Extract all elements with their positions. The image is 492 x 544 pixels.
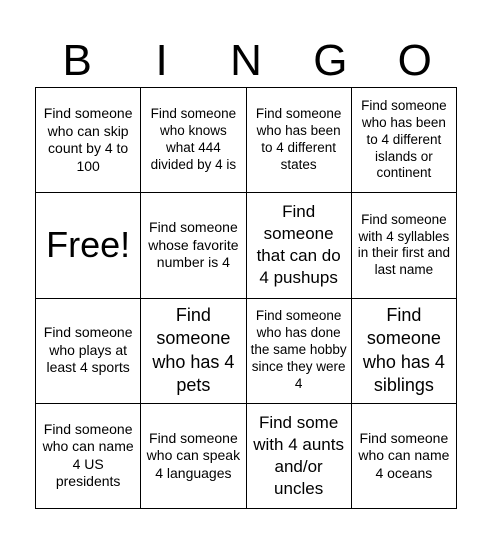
bingo-card bbox=[35, 87, 457, 509]
bingo-cell[interactable] bbox=[247, 299, 352, 404]
bingo-cell[interactable] bbox=[247, 404, 352, 509]
bingo-cell[interactable] bbox=[352, 299, 457, 404]
cell-text: Find someone who has done the same hobby since they were 4 bbox=[250, 308, 347, 391]
bingo-cell[interactable] bbox=[141, 88, 246, 193]
header-letter-i: I bbox=[155, 36, 168, 85]
bingo-cell[interactable] bbox=[352, 88, 457, 193]
cell-text: Find someone who plays at least 4 sports bbox=[43, 324, 133, 376]
bingo-cell[interactable] bbox=[247, 193, 352, 298]
bingo-cell[interactable] bbox=[247, 88, 352, 193]
cell-text: Find someone who can skip count by 4 to 100 bbox=[43, 105, 133, 174]
header-letter-b: B bbox=[62, 36, 92, 85]
bingo-cell[interactable] bbox=[36, 404, 141, 509]
cell-text: Find someone who can speak 4 languages bbox=[146, 429, 241, 481]
cell-text: Find someone who knows what 444 divided by 4 is bbox=[150, 106, 237, 172]
cell-text: Find some with 4 aunts and/or uncles bbox=[253, 412, 344, 498]
bingo-cell[interactable] bbox=[141, 299, 246, 404]
cell-text: Find someone that can do 4 pushups bbox=[256, 202, 341, 288]
cell-text: Find someone who has 4 pets bbox=[152, 304, 235, 396]
free-space-text: Free! bbox=[46, 224, 131, 266]
bingo-cell[interactable] bbox=[141, 193, 246, 298]
bingo-cell[interactable] bbox=[36, 299, 141, 404]
cell-text: Find someone who can name 4 oceans bbox=[358, 429, 450, 481]
cell-text: Find someone who can name 4 US presidents bbox=[42, 420, 134, 490]
header-letter-n: N bbox=[230, 36, 262, 85]
header-letter-o: O bbox=[397, 36, 432, 85]
bingo-cell[interactable] bbox=[352, 193, 457, 298]
cell-text: Find someone who has been to 4 different states bbox=[255, 106, 342, 172]
header-letter-g: G bbox=[313, 36, 348, 85]
cell-text: Find someone with 4 syllables in their first and last name bbox=[357, 211, 451, 278]
cell-text: Find someone who has 4 siblings bbox=[362, 304, 445, 396]
free-space-cell[interactable] bbox=[36, 193, 141, 298]
bingo-header bbox=[35, 36, 457, 86]
cell-text: Find someone whose favorite number is 4 bbox=[148, 219, 239, 271]
bingo-cell[interactable] bbox=[141, 404, 246, 509]
cell-text: Find someone who has been to 4 different islands or continent bbox=[361, 97, 447, 181]
bingo-cell[interactable] bbox=[352, 404, 457, 509]
bingo-cell[interactable] bbox=[36, 88, 141, 193]
